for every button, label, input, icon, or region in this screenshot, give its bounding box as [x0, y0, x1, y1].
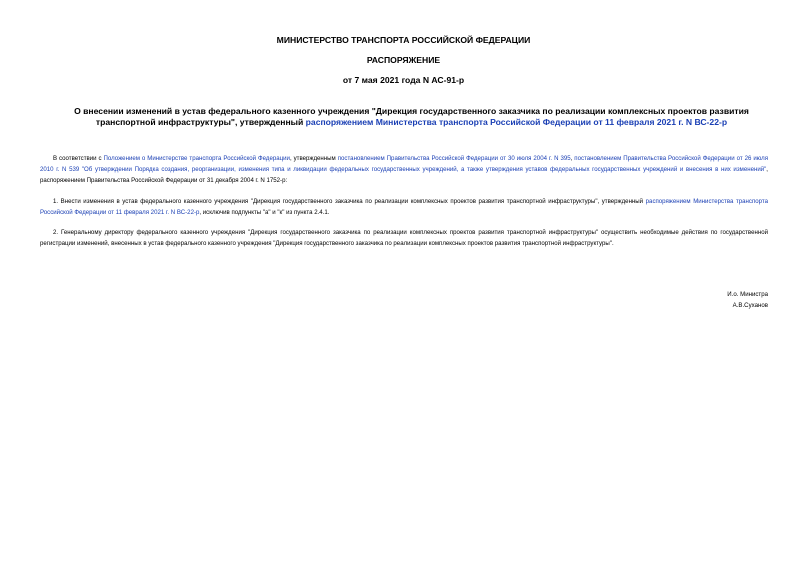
- document-type: РАСПОРЯЖЕНИЕ: [366, 55, 441, 65]
- item-1-order-link[interactable]: распоряжением Министерства транспорта Российской Федерации от 11 февраля 2021 г. N ВС-22-р: [40, 198, 769, 216]
- item-2-paragraph: 2. Генеральному директору федерального казенного учреждения "Дирекция государственного заказчика по реализации комплексных проектов развития транспортной инфраструктуры" осуществить необходимые действия по государственной регистрации изменений, внесенных в устав федерального казенного учреждения "Дирекция государственного заказчика по реализации комплексных проектов развития транспортной инфраструктуры".: [40, 229, 768, 247]
- title-text: О внесении изменений в устав федерального казенного учреждения "Дирекция государственного заказчика по реализации комплексных проектов развития транспортной инфраструктуры", утвержденный: [74, 106, 749, 127]
- title-order-link[interactable]: распоряжением Министерства транспорта Российской Федерации от 11 февраля 2021 г. N ВС-22-р: [305, 117, 728, 127]
- signatory-position: И.о. Министра: [727, 291, 768, 298]
- preamble-paragraph: [40, 153, 768, 186]
- resolution-395-link[interactable]: постановлением Правительства Российской Федерации от 30 июля 2004 г. N 395: [337, 155, 571, 162]
- item-1-paragraph: [40, 196, 768, 218]
- preamble-text-3: ,: [570, 155, 575, 162]
- item-1-text-2: , исключив подпункты "а" и "к" из пункта 2.4.1.: [199, 209, 330, 216]
- document-number: от 7 мая 2021 года N АС-91-р: [342, 75, 465, 85]
- preamble-text-2: , утвержденным: [289, 155, 338, 162]
- signatory-name: А.В.Суханов: [732, 302, 768, 309]
- document-title: [56, 106, 767, 128]
- item-1-text-1: 1. Внести изменения в устав федерального казенного учреждения "Дирекция государственного заказчика по реализации комплексных проектов развития транспортной инфраструктуры", утвержденный: [53, 198, 646, 205]
- resolution-539-link[interactable]: постановлением Правительства Российской Федерации от 26 июля 2010 г. N 539 "Об утверждении Порядка создания, реорганизации, изменения типа и ликвидации федеральных государственных учреждений, а также утверждения уставов федеральных государственных учреждений и внесения в них изменений": [40, 155, 769, 173]
- preamble-text-4: , распоряжением Правительства Российской Федерации от 31 декабря 2004 г. N 1752-р:: [40, 166, 768, 184]
- signature-block: [727, 289, 768, 311]
- ministry-name: МИНИСТЕРСТВО ТРАНСПОРТА РОССИЙСКОЙ ФЕДЕРАЦИИ: [276, 35, 531, 45]
- preamble-text-1: В соответствии с: [53, 155, 104, 162]
- regulation-link[interactable]: Положением о Министерстве транспорта Российской Федерации: [103, 155, 290, 162]
